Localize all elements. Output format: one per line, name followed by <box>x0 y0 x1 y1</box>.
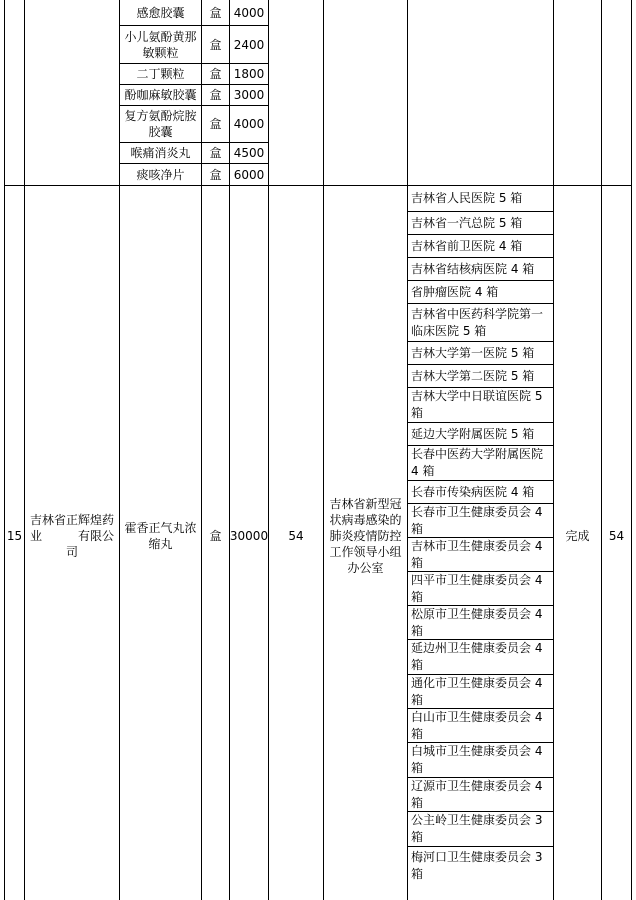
product-name-cell: 二丁颗粒 <box>136 67 185 81</box>
boxes-cell: 54 <box>288 529 304 543</box>
unit-cell: 盒 <box>209 88 222 102</box>
company-name-text: 吉林省正辉煌药业 有限公司 <box>29 513 114 559</box>
unit-cell: 盒 <box>209 146 222 160</box>
distribution-item: 吉林省中医药科学院第一临床医院 5 箱 <box>411 306 544 338</box>
distribution-item: 通化市卫生健康委员会 4 箱 <box>411 675 543 707</box>
product-name-cell: 喉痛消炎丸 <box>130 146 191 160</box>
total-cell: 54 <box>608 529 625 543</box>
recipient-cell <box>324 186 407 886</box>
distribution-item: 松原市卫生健康委员会 4 箱 <box>411 606 543 638</box>
unit-cell: 盒 <box>209 167 222 182</box>
recipient-text: 吉林省新型冠状病毒感染的肺炎疫情防控工作领导小组办公室 <box>329 497 402 575</box>
distribution-item: 吉林大学中日联谊医院 5 箱 <box>411 389 543 420</box>
unit-cell: 盒 <box>209 529 222 543</box>
quantity-cell: 30000 <box>229 529 269 543</box>
product-name-cell: 小儿氨酚黄那敏颗粒 <box>124 29 197 60</box>
company-name <box>25 186 119 886</box>
unit-cell: 盒 <box>209 117 222 131</box>
status-cell: 完成 <box>565 529 590 543</box>
distribution-item: 延边州卫生健康委员会 4 箱 <box>411 641 543 672</box>
distribution-item: 白城市卫生健康委员会 4 箱 <box>411 744 543 775</box>
distribution-item: 梅河口卫生健康委员会 3 箱 <box>411 850 543 881</box>
distribution-item: 长春中医药大学附属医院 4 箱 <box>411 447 544 478</box>
quantity-cell: 1800 <box>233 67 265 81</box>
distribution-item: 吉林市卫生健康委员会 4 箱 <box>411 538 543 570</box>
quantity-cell: 4500 <box>233 146 265 160</box>
product-name-cell: 痰咳净片 <box>136 167 185 182</box>
distribution-item: 吉林大学第一医院 5 箱 <box>411 345 535 360</box>
product-name-cell: 酚咖麻敏胶囊 <box>124 88 197 102</box>
product-name-cell <box>120 186 201 886</box>
distribution-item: 省肿瘤医院 4 箱 <box>411 284 499 299</box>
distribution-item: 辽源市卫生健康委员会 4 箱 <box>411 778 543 810</box>
distribution-item: 吉林省前卫医院 4 箱 <box>411 238 523 253</box>
distribution-item: 吉林省一汽总院 5 箱 <box>411 215 523 230</box>
col-border <box>631 0 632 900</box>
distribution-item: 长春市传染病医院 4 箱 <box>411 484 535 499</box>
quantity-cell: 3000 <box>233 88 265 102</box>
quantity-cell: 6000 <box>233 167 265 182</box>
unit-cell: 盒 <box>209 37 222 52</box>
distribution-item: 公主岭卫生健康委员会 3 箱 <box>411 813 543 844</box>
distribution-item: 延边大学附属医院 5 箱 <box>411 426 535 441</box>
distribution-item: 吉林大学第二医院 5 箱 <box>411 368 535 383</box>
distribution-item: 吉林省结核病医院 4 箱 <box>411 261 535 276</box>
quantity-cell: 4000 <box>233 117 265 131</box>
product-name-cell: 感愈胶囊 <box>136 5 185 20</box>
quantity-cell: 2400 <box>233 37 265 52</box>
distribution-item: 白山市卫生健康委员会 4 箱 <box>411 709 543 741</box>
quantity-cell: 4000 <box>233 5 265 20</box>
unit-cell: 盒 <box>209 67 222 81</box>
unit-cell: 盒 <box>209 5 222 20</box>
product-name-cell: 复方氨酚烷胺胶囊 <box>124 109 197 139</box>
product-name-text: 霍香正气丸浓缩丸 <box>124 521 197 551</box>
row-index: 15 <box>6 529 23 543</box>
distribution-item: 吉林省人民医院 5 箱 <box>411 191 523 205</box>
distribution-item: 四平市卫生健康委员会 4 箱 <box>411 572 543 604</box>
distribution-item: 长春市卫生健康委员会 4 箱 <box>411 504 543 536</box>
